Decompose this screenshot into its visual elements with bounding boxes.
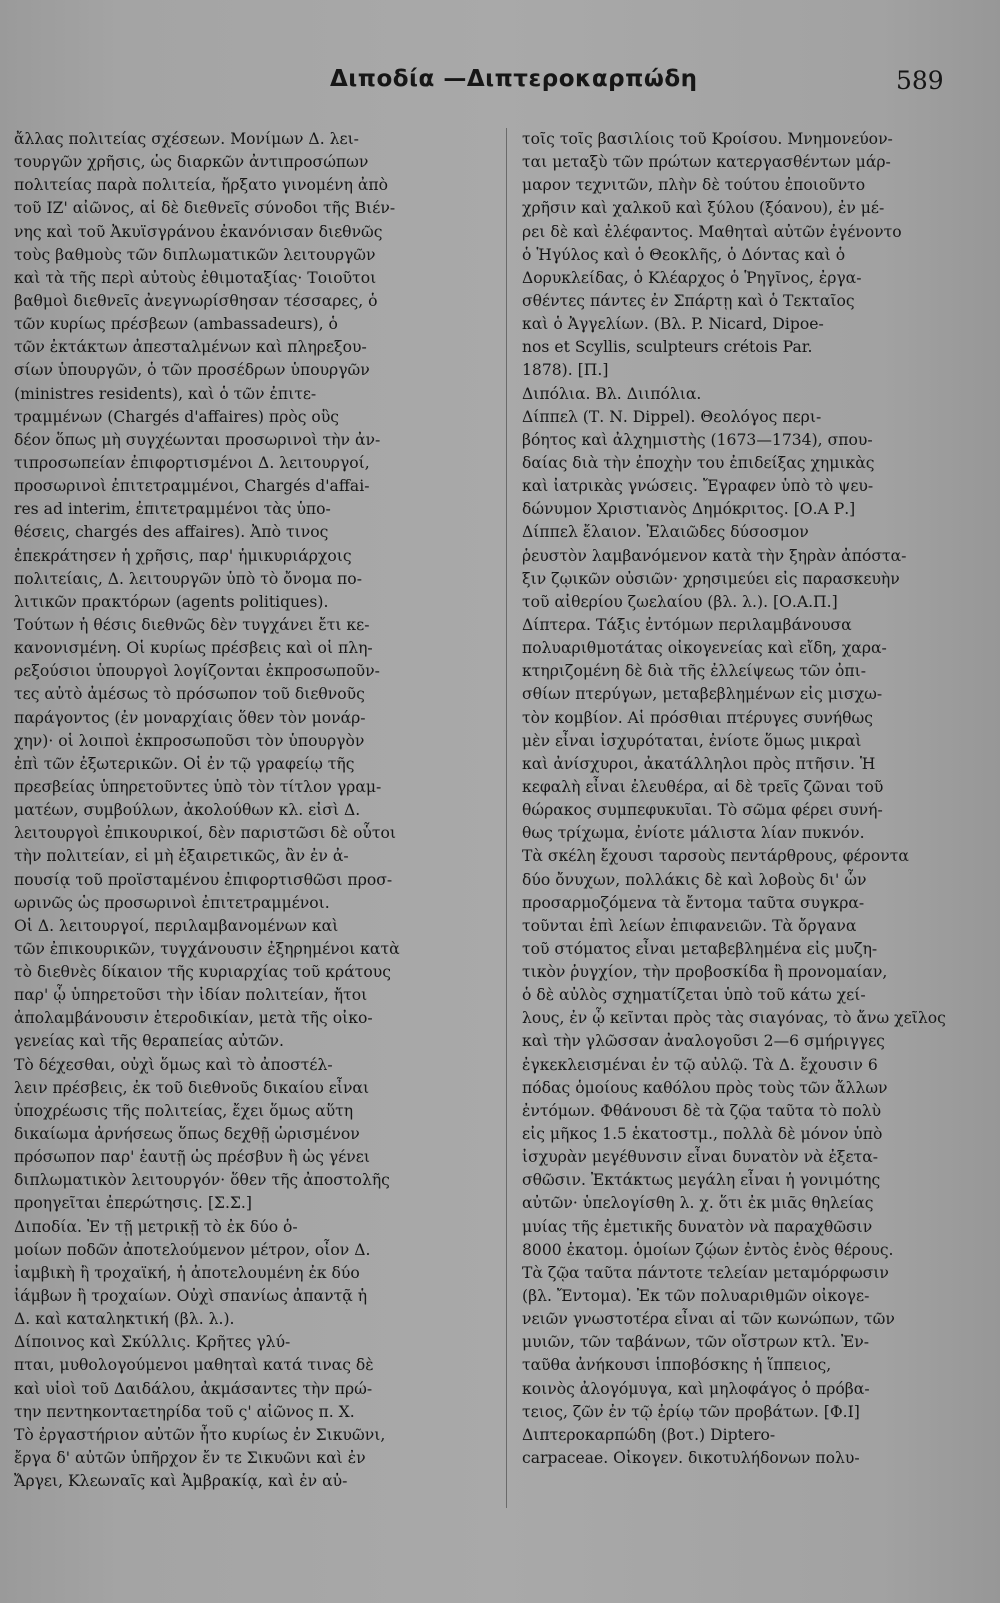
text-line: πόδας ὁμοίους καθόλου πρὸς τοὺς τῶν ἄλλων [522, 1078, 888, 1097]
page-header [0, 66, 1000, 106]
text-line: παράγοντος (ἐν μοναρχίαις ὅθεν τὸν μονάρ- [14, 708, 366, 727]
text-line: Ἄργει, Κλεωναῖς καὶ Ἀμβρακίᾳ, καὶ ἐν αὐ- [14, 1472, 348, 1491]
text-line: σίων ὑπουργῶν, ὁ τῶν προσέδρων ὑπουργῶν [14, 361, 370, 380]
text-line: θώρακος συμπεφυκυῖαι. Τὸ σῶμα φέρει συνή- [522, 801, 883, 820]
text-line: πρόσωπον παρ' ἑαυτῇ ὡς πρέσβυν ἢ ὡς γένει [14, 1148, 370, 1167]
text-line: γενείας καὶ τῆς θεραπείας αὐτῶν. [14, 1032, 284, 1051]
text-line: προσωρινοὶ ἐπιτετραμμένοι, Chargés d'affai- [14, 477, 370, 496]
page-number: 589 [896, 66, 944, 95]
text-line: ἐγκεκλεισμέναι ἐν τῷ αὐλῷ. Τὰ Δ. ἔχουσιν 6 [522, 1055, 878, 1074]
text-line: πουσίᾳ τοῦ προϊσταμένου ἐπιφορτισθῶσι προσ- [14, 870, 393, 889]
text-line: ἰαμβικὴ ἢ τροχαϊκή, ἡ ἀποτελουμένη ἐκ δύο [14, 1263, 360, 1282]
text-line: τοῦ στόματος εἶναι μεταβεβλημένα εἰς μυζη- [522, 939, 878, 958]
column-divider [506, 128, 507, 1508]
text-line: (βλ. Ἔντομα). Ἐκ τῶν πολυαριθμῶν οἰκογε- [522, 1287, 870, 1306]
text-line: καὶ ἀνίσχυροι, ἀκατάλληλοι πρὸς πτῆσιν. Ἡ [522, 754, 876, 773]
text-line: τὸν κομβίον. Αἱ πρόσθιαι πτέρυγες συνήθως [522, 708, 873, 727]
text-line: ἐπὶ τῶν ἐξωτερικῶν. Οἱ ἐν τῷ γραφείῳ τῆς [14, 754, 355, 773]
text-line: τικὸν ῥυγχίον, τὴν προβοσκίδα ἢ προνομαίαν, [522, 963, 888, 982]
text-line: καὶ υἱοὶ τοῦ Δαιδάλου, ἀκμάσαντες τὴν πρώ- [14, 1379, 373, 1398]
text-line: ἐντόμων. Φθάνουσι δὲ τὰ ζῷα ταῦτα τὸ πολὺ [522, 1101, 882, 1120]
text-line: σθίων πτερύγων, μεταβεβλημένων εἰς μισχω- [522, 685, 883, 704]
text-line: δώνυμον Χριστιανὸς Δημόκριτος. [Ο.Α Ρ.] [522, 500, 856, 519]
text-line: καὶ τὰ τῆς περὶ αὐτοὺς ἐθιμοταξίας· Τοιοῦτοι [14, 268, 377, 287]
text-line: Τὸ ἐργαστήριον αὐτῶν ἦτο κυρίως ἐν Σικυῶνι, [14, 1425, 386, 1444]
text-line: λους, ἐν ᾧ κεῖνται πρὸς τὰς σιαγόνας, τὸ ἄνω χεῖλος [522, 1009, 946, 1028]
text-line: 1878). [Π.] [522, 361, 609, 380]
text-line: θως τρίχωμα, ἐνίοτε μάλιστα λίαν πυκνόν. [522, 824, 865, 843]
left-column [14, 128, 484, 1493]
text-line: τοῦ ΙΖ' αἰῶνος, αἱ δὲ διεθνεῖς σύνοδοι τῆς Βιέν- [14, 199, 396, 218]
text-line: ἰάμβων ἢ τροχαίων. Οὐχὶ σπανίως ἀπαντᾷ ἡ [14, 1287, 368, 1306]
text-line: κανονισμένη. Οἱ κυρίως πρέσβεις καὶ οἱ πλη- [14, 639, 373, 658]
right-column [522, 128, 992, 1470]
text-line: τῶν κυρίως πρέσβεων (ambassadeurs), ὁ [14, 315, 338, 334]
text-line: κτηριζομένη δὲ διὰ τῆς ἐλλείψεως τῶν ὀπι- [522, 662, 867, 681]
text-line: Διπτεροκαρπώδη (βοτ.) Diptero- [522, 1425, 776, 1444]
text-line: καὶ ἰατρικὰς γνώσεις. Ἔγραφεν ὑπὸ τὸ ψευ- [522, 477, 874, 496]
text-line: Οἱ Δ. λειτουργοί, περιλαμβανομένων καὶ [14, 916, 339, 935]
text-line: καὶ ὁ Ἀγγελίων. (Βλ. P. Nicard, Dipoe- [522, 315, 824, 334]
text-line: Τούτων ἡ θέσις διεθνῶς δὲν τυγχάνει ἔτι κε- [14, 615, 370, 634]
text-line: Δίππελ (Τ. Ν. Dippel). Θεολόγος περι- [522, 407, 822, 426]
text-line: τειος, ζῶν ἐν τῷ ἐρίῳ τῶν προβάτων. [Φ.Ι] [522, 1402, 860, 1421]
text-line: αὐτῶν· ὑπελογίσθη λ. χ. ὅτι ἐκ μιᾶς θηλείας [522, 1194, 874, 1213]
text-line: Δ. καὶ καταληκτική (βλ. λ.). [14, 1310, 235, 1329]
text-line: τοὺς βαθμοὺς τῶν διπλωματικῶν λειτουργῶν [14, 245, 376, 264]
text-line: Δίπτερα. Τάξις ἐντόμων περιλαμβάνουσα [522, 615, 852, 634]
text-line: δύο ὄνυχων, πολλάκις δὲ καὶ λοβοὺς δι' ὧν [522, 870, 867, 889]
text-line: ῥευστὸν λαμβανόμενον κατὰ τὴν ξηρὰν ἀπόστα- [522, 546, 907, 565]
text-line: σθέντες πάντες ἐν Σπάρτῃ καὶ ὁ Τεκταῖος [522, 291, 855, 310]
text-line: ἀπολαμβάνουσιν ἑτεροδικίαν, μετὰ τῆς οἰκο- [14, 1009, 373, 1028]
text-line: ρεξούσιοι ὑπουργοὶ λογίζονται ἐκπροσωποῦν- [14, 662, 380, 681]
text-line: 8000 ἑκατομ. ὁμοίων ζῴων ἐντὸς ἑνὸς θέρους. [522, 1240, 894, 1259]
text-line: χην)· οἱ λοιποὶ ἐκπροσωποῦσι τὸν ὑπουργὸν [14, 731, 365, 750]
text-line: παρ' ᾧ ὑπηρετοῦσι τὴν ἰδίαν πολιτείαν, ἤτοι [14, 986, 368, 1005]
text-line: ὁ Ἡγύλος καὶ ὁ Θεοκλῆς, ὁ Δόντας καὶ ὁ [522, 245, 846, 264]
text-line: ται μεταξὺ τῶν πρώτων κατεργασθέντων μάρ- [522, 153, 891, 172]
text-line: nos et Scyllis, sculpteurs crétois Par. [522, 338, 813, 357]
text-line: κοινὸς ἀλογόμυγα, καὶ μηλοφάγος ὁ πρόβα- [522, 1379, 870, 1398]
text-line: ταῦθα ἀνήκουσι ἱπποβόσκης ἡ ἵππειος, [522, 1356, 832, 1375]
text-line: ἰσχυρὰν μεγέθυνσιν εἶναι δυνατὸν νὰ ἐξετα- [522, 1148, 879, 1167]
text-line: κεφαλὴ εἶναι ἐλευθέρα, αἱ δὲ τρεῖς ζῶναι τοῦ [522, 777, 884, 796]
text-line: βόητος καὶ ἀλχημιστὴς (1673—1734), σπου- [522, 430, 873, 449]
text-line: ἔργα δ' αὐτῶν ὑπῆρχον ἔν τε Σικυῶνι καὶ ἐν [14, 1449, 366, 1468]
text-line: τοῦ αἰθερίου ζωελαίου (βλ. λ.). [Ο.Α.Π.] [522, 592, 838, 611]
text-line: πολιτείαις, Δ. λειτουργῶν ὑπὸ τὸ ὄνομα πο- [14, 569, 362, 588]
text-line: σθῶσιν. Ἐκτάκτως μεγάλη εἶναι ἡ γονιμότης [522, 1171, 881, 1190]
text-line: τες αὐτὸ ἀμέσως τὸ πρόσωπον τοῦ διεθνοῦς [14, 685, 365, 704]
text-line: προηγεῖται ἐπερώτησις. [Σ.Σ.] [14, 1194, 252, 1213]
text-line: χρῆσιν καὶ χαλκοῦ καὶ ξύλου (ξόανου), ἐν μέ- [522, 199, 885, 218]
text-line: τῶν ἐκτάκτων ἀπεσταλμένων καὶ πληρεξου- [14, 338, 367, 357]
text-line: δικαίωμα ἀρνήσεως ὅπως δεχθῇ ὡρισμένον [14, 1125, 360, 1144]
text-line: Διπόλια. Βλ. Διιπόλια. [522, 384, 702, 403]
text-line: ρει δὲ καὶ ἐλέφαντος. Μαθηταὶ αὐτῶν ἐγένοντο [522, 222, 902, 241]
text-line: δαίας διὰ τὴν ἐποχὴν του ἐπιδείξας χημικὰς [522, 453, 875, 472]
text-line: τὴν πολιτείαν, εἰ μὴ ἐξαιρετικῶς, ἂν ἐν ἀ- [14, 847, 349, 866]
text-line: μαρον τεχνιτῶν, πλὴν δὲ τούτου ἐποιοῦντο [522, 176, 866, 195]
text-line: πρεσβείας ὑπηρετοῦντες ὑπὸ τὸν τίτλον γραμ- [14, 777, 382, 796]
text-line: Τὸ δέχεσθαι, οὐχὶ ὅμως καὶ τὸ ἀποστέλ- [14, 1055, 333, 1074]
text-line: μυίας τῆς ἐμετικῆς δυνατὸν νὰ παραχθῶσιν [522, 1217, 873, 1236]
text-line: δέον ὅπως μὴ συγχέωνται προσωρινοὶ τὴν ἀν- [14, 430, 381, 449]
text-line: πται, μυθολογούμενοι μαθηταὶ κατά τινας δὲ [14, 1356, 374, 1375]
text-line: νης καὶ τοῦ Ἀκυϊσγράνου ἐκανόνισαν διεθνῶς [14, 222, 383, 241]
text-line: εἰς μῆκος 1.5 ἑκατοστμ., πολλὰ δὲ μόνον ὑπὸ [522, 1125, 883, 1144]
text-line: διπλωματικὸν λειτουργόν· ὅθεν τῆς ἀποστολῆς [14, 1171, 390, 1190]
text-line: Δίποινος καὶ Σκύλλις. Κρῆτες γλύ- [14, 1333, 291, 1352]
text-line: τῶν ἐπικουρικῶν, τυγχάνουσιν ἐξηρημένοι κατὰ [14, 939, 400, 958]
text-line: νειῶν γνωστοτέρα εἶναι αἱ τῶν κωνώπων, τῶν [522, 1310, 895, 1329]
text-line: ὑποχρέωσις τῆς πολιτείας, ἔχει ὅμως αὕτη [14, 1101, 354, 1120]
text-line: καὶ τὴν γλῶσσαν ἀναλογοῦσι 2—6 σμήριγγες [522, 1032, 885, 1051]
text-line: την πεντηκονταετηρίδα τοῦ ς' αἰῶνος π. Χ. [14, 1402, 355, 1421]
text-line: τὸ διεθνὲς δίκαιον τῆς κυριαρχίας τοῦ κράτους [14, 963, 391, 982]
text-line: ἄλλας πολιτείας σχέσεων. Μονίμων Δ. λει- [14, 130, 359, 148]
text-line: μυιῶν, τῶν ταβάνων, τῶν οἴστρων κτλ. Ἐν- [522, 1333, 869, 1352]
text-line: ξιν ζῳικῶν οὐσιῶν· χρησιμεύει εἰς παρασκευὴν [522, 569, 900, 588]
text-line: μοίων ποδῶν ἀποτελούμενον μέτρον, οἷον Δ. [14, 1240, 371, 1259]
text-line: προσαρμοζόμενα τὰ ἔντομα ταῦτα συγκρα- [522, 893, 865, 912]
text-line: τραμμένων (Chargés d'affaires) πρὸς οὓς [14, 407, 340, 426]
text-line: τουργῶν χρῆσις, ὡς διαρκῶν ἀντιπροσώπων [14, 153, 369, 172]
text-line: (ministres residents), καὶ ὁ τῶν ἐπιτε- [14, 384, 317, 403]
text-line: βαθμοὶ διεθνεῖς ἀνεγνωρίσθησαν τέσσαρες, ὁ [14, 291, 378, 310]
text-line: Τὰ ζῷα ταῦτα πάντοτε τελείαν μεταμόρφωσιν [522, 1263, 889, 1282]
text-line: res ad interim, ἐπιτετραμμένοι τὰς ὑπο- [14, 500, 331, 519]
text-line: Δίππελ ἔλαιον. Ἐλαιῶδες δύσοσμον [522, 523, 809, 542]
text-line: λιτικῶν πρακτόρων (agents politiques). [14, 592, 329, 611]
text-line: τοῖς τοῖς βασιλίοις τοῦ Κροίσου. Μνημονεύον- [522, 130, 893, 148]
text-line: λειν πρέσβεις, ἐκ τοῦ διεθνοῦς δικαίου εἶναι [14, 1078, 370, 1097]
text-line: τοῦνται ἐπὶ λείων ἐπιφανειῶν. Τὰ ὄργανα [522, 916, 857, 935]
text-line: τιπροσωπείαν ἐπιφορτισμένοι Δ. λειτουργοί, [14, 453, 370, 472]
text-line: μὲν εἶναι ἰσχυρόταται, ἐνίοτε ὅμως μικραὶ [522, 731, 862, 750]
text-line: πολυαριθμοτάτας οἰκογενείας καὶ εἴδη, χαρα- [522, 639, 887, 658]
text-line: θέσεις, chargés des affaires). Ἀπὸ τινος [14, 523, 329, 542]
running-head: Διποδία —Διπτεροκαρπώδη [330, 66, 698, 92]
text-line: Τὰ σκέλη ἔχουσι ταρσοὺς πεντάρθρους, φέροντα [522, 847, 909, 866]
text-line: Δορυκλείδας, ὁ Κλέαρχος ὁ Ῥηγῖνος, ἐργα- [522, 268, 862, 287]
text-line: ματέων, συμβούλων, ἀκολούθων κλ. εἰσὶ Δ. [14, 801, 361, 820]
text-line: λειτουργοὶ ἐπικουρικοί, δὲν παριστῶσι δὲ οὗτοι [14, 824, 396, 843]
text-line: carpaceae. Οἰκογεν. δικοτυλήδονων πολυ- [522, 1449, 860, 1468]
text-line: ὁ δὲ αὐλὸς σχηματίζεται ὑπὸ τοῦ κάτω χεί- [522, 986, 866, 1005]
text-line: πολιτείας παρὰ πολιτεία, ἤρξατο γινομένη ἀπὸ [14, 176, 389, 195]
text-line: ωρινῶς ὡς προσωρινοὶ ἐπιτετραμμένοι. [14, 893, 330, 912]
text-line: Διποδία. Ἐν τῇ μετρικῇ τὸ ἐκ δύο ὁ- [14, 1217, 298, 1236]
text-line: ἐπεκράτησεν ἡ χρῆσις, παρ' ἡμικυριάρχοις [14, 546, 352, 565]
